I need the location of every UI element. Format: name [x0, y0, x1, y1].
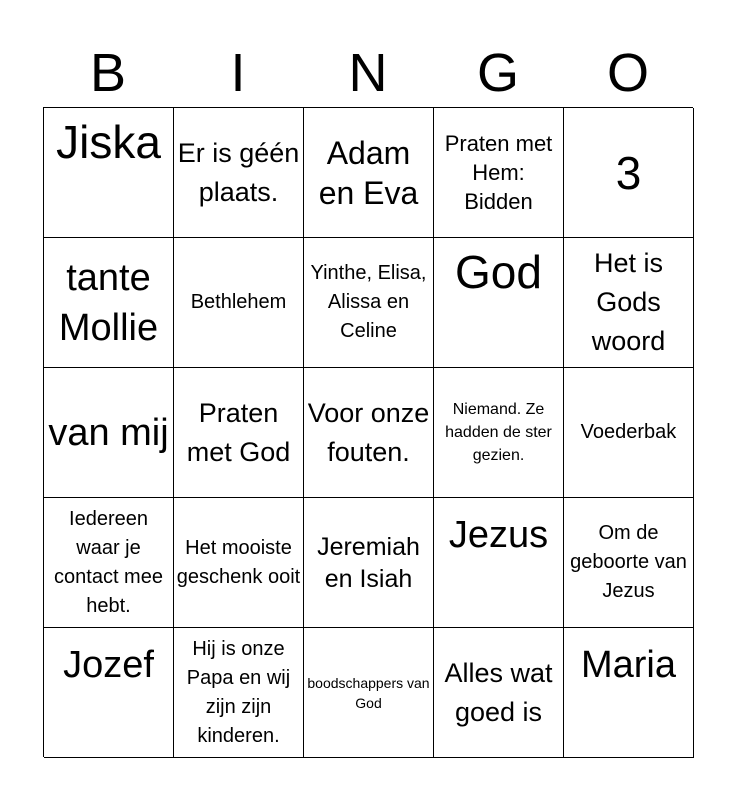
cell-text: Er is géén plaats. [177, 137, 300, 207]
cell-text: van mij [48, 411, 169, 454]
header-letter-g: G [476, 43, 519, 103]
bingo-cell[interactable] [174, 368, 304, 498]
bingo-cell[interactable] [174, 108, 304, 238]
cell-text: Jozef [63, 644, 154, 686]
cell-text: Voederbak [580, 421, 677, 443]
cell-text: Niemand. Ze hadden de ster gezien. [445, 401, 552, 464]
header-letter-n: N [348, 43, 388, 103]
bingo-cell[interactable] [304, 498, 434, 628]
bingo-cell[interactable] [44, 368, 174, 498]
cell-text: God [455, 246, 542, 298]
cell-text: Praten met God [186, 397, 291, 467]
bingo-cell[interactable] [304, 368, 434, 498]
cell-text: Praten met Hem: Bidden [444, 131, 553, 214]
cell-text: tante Mollie [58, 256, 159, 349]
cell-text: Adam en Eva [318, 134, 419, 211]
bingo-cell[interactable] [304, 628, 434, 758]
bingo-cell[interactable] [564, 628, 694, 758]
bingo-cell[interactable] [44, 628, 174, 758]
bingo-cell[interactable] [564, 498, 694, 628]
cell-text: Jeremiah en Isiah [317, 532, 420, 593]
cell-text: Maria [580, 644, 677, 686]
bingo-cell[interactable] [434, 628, 564, 758]
cell-text: Voor onze fouten. [307, 397, 430, 467]
cell-text: Het mooiste geschenk ooit [176, 536, 301, 588]
bingo-cell[interactable] [564, 368, 694, 498]
bingo-cell[interactable] [174, 498, 304, 628]
header-letter-i: I [230, 43, 246, 103]
header-letter-o: O [606, 43, 649, 103]
cell-text: Om de geboorte van Jezus [570, 522, 687, 602]
bingo-cell[interactable] [44, 498, 174, 628]
bingo-cell[interactable] [174, 628, 304, 758]
bingo-cell[interactable] [564, 108, 694, 238]
bingo-cell[interactable] [434, 238, 564, 368]
cell-text: Jezus [448, 514, 549, 556]
bingo-cell[interactable] [434, 368, 564, 498]
cell-text: Jiska [56, 116, 161, 168]
bingo-cell[interactable] [304, 238, 434, 368]
bingo-grid [43, 107, 693, 757]
bingo-cell[interactable] [434, 108, 564, 238]
cell-text: Bethlehem [190, 291, 287, 313]
cell-text: Alles wat goed is [444, 657, 553, 727]
bingo-cell[interactable] [44, 238, 174, 368]
header-letter-b: B [89, 43, 127, 103]
bingo-cell[interactable] [434, 498, 564, 628]
bingo-cell[interactable] [304, 108, 434, 238]
cell-text: 3 [615, 146, 642, 199]
bingo-cell[interactable] [44, 108, 174, 238]
cell-text: Yinthe, Elisa, Alissa en Celine [310, 262, 427, 342]
bingo-cell[interactable] [174, 238, 304, 368]
cell-text: boodschappers van God [307, 674, 430, 711]
cell-text: Het is Gods woord [591, 248, 666, 356]
bingo-header [43, 40, 693, 106]
cell-text: Hij is onze Papa en wij zijn zijn kinderen. [186, 637, 291, 747]
bingo-cell[interactable] [564, 238, 694, 368]
cell-text: Iedereen waar je contact mee hebt. [54, 507, 163, 617]
